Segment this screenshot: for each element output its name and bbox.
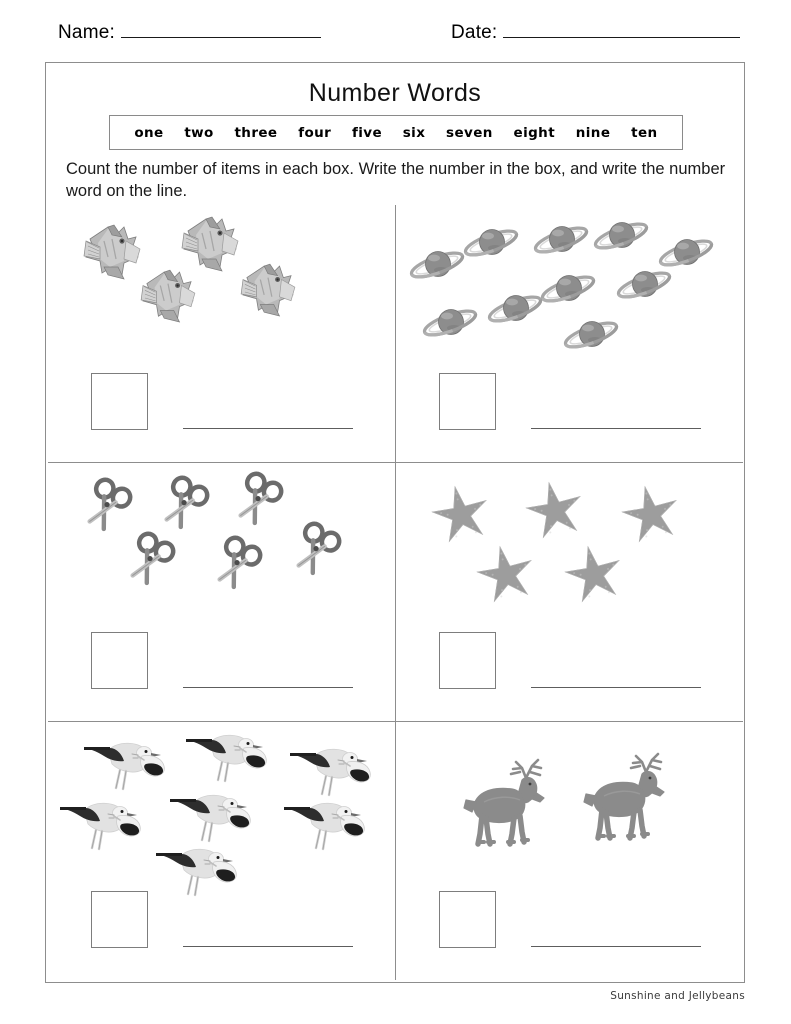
- word-bank-word: three: [234, 124, 278, 141]
- credit-footer: Sunshine and Jellybeans: [610, 990, 745, 1002]
- word-bank-word: seven: [446, 124, 493, 141]
- answer-word-line[interactable]: [531, 428, 701, 429]
- starfish-icon: [620, 485, 682, 545]
- angelfish-item: [235, 262, 300, 322]
- stork-item: [152, 840, 240, 900]
- starfish-item: [430, 485, 492, 545]
- planet-item: [462, 221, 520, 265]
- item-group-angelfish: [48, 205, 395, 380]
- deer-icon: [576, 750, 676, 842]
- angelfish-icon: [235, 262, 300, 322]
- word-bank-word: six: [402, 124, 426, 141]
- deer-icon: [456, 756, 556, 848]
- scissors-icon: [232, 475, 284, 529]
- problem-cell: [48, 205, 396, 463]
- answer-number-box[interactable]: [91, 373, 148, 430]
- stork-icon: [280, 794, 368, 854]
- answer-word-line[interactable]: [183, 428, 353, 429]
- scissors-item: [232, 475, 284, 529]
- item-group-scissors: [48, 463, 395, 638]
- name-field-group: [58, 22, 321, 44]
- stork-item: [56, 794, 144, 854]
- stork-icon: [182, 726, 270, 786]
- date-write-line[interactable]: [503, 24, 740, 38]
- stork-item: [182, 726, 270, 786]
- word-bank-word: four: [298, 124, 332, 141]
- answer-number-box[interactable]: [439, 373, 496, 430]
- planet-icon: [539, 267, 597, 311]
- deer-item: [576, 750, 676, 842]
- scissors-item: [124, 535, 176, 589]
- word-bank-word: nine: [575, 124, 611, 141]
- problem-grid: [48, 205, 743, 980]
- page-title: Number Words: [308, 79, 482, 107]
- word-bank-word: five: [351, 124, 383, 141]
- scissors-item: [290, 525, 342, 579]
- planet-icon: [592, 214, 650, 258]
- planet-icon: [615, 263, 673, 307]
- stork-icon: [152, 840, 240, 900]
- stork-item: [286, 740, 374, 800]
- answer-number-box[interactable]: [91, 632, 148, 689]
- item-group-planet: [396, 205, 744, 380]
- stork-icon: [166, 786, 254, 846]
- name-label: Name:: [58, 22, 115, 43]
- planet-item: [592, 214, 650, 258]
- starfish-item: [620, 485, 682, 545]
- item-group-starfish: [396, 463, 744, 638]
- planet-icon: [408, 243, 466, 287]
- planet-icon: [532, 218, 590, 262]
- problem-cell: [48, 722, 396, 980]
- angelfish-icon: [135, 268, 200, 328]
- planet-item: [532, 218, 590, 262]
- name-write-line[interactable]: [121, 24, 321, 38]
- date-label: Date:: [451, 22, 498, 43]
- problem-cell: [48, 463, 396, 721]
- planet-item: [539, 267, 597, 311]
- scissors-icon: [211, 539, 263, 593]
- planet-item: [486, 287, 544, 331]
- worksheet-frame: [45, 62, 745, 983]
- scissors-icon: [81, 481, 133, 535]
- word-bank-word: one: [134, 124, 164, 141]
- starfish-item: [563, 545, 625, 605]
- word-bank-word: two: [184, 124, 214, 141]
- answer-word-line[interactable]: [531, 946, 701, 947]
- planet-item: [615, 263, 673, 307]
- stork-item: [80, 734, 168, 794]
- answer-number-box[interactable]: [439, 632, 496, 689]
- answer-number-box[interactable]: [439, 891, 496, 948]
- scissors-icon: [158, 479, 210, 533]
- problem-cell: [396, 463, 744, 721]
- scissors-item: [158, 479, 210, 533]
- planet-item: [421, 301, 479, 345]
- planet-icon: [462, 221, 520, 265]
- planet-item: [562, 313, 620, 357]
- planet-icon: [562, 313, 620, 357]
- angelfish-item: [135, 268, 200, 328]
- answer-number-box[interactable]: [91, 891, 148, 948]
- word-bank: [109, 115, 683, 150]
- word-bank-word: eight: [513, 124, 556, 141]
- date-field-group: [451, 22, 740, 44]
- scissors-item: [81, 481, 133, 535]
- stork-item: [166, 786, 254, 846]
- stork-icon: [80, 734, 168, 794]
- starfish-icon: [563, 545, 625, 605]
- scissors-icon: [290, 525, 342, 579]
- scissors-icon: [124, 535, 176, 589]
- starfish-icon: [475, 545, 537, 605]
- planet-item: [408, 243, 466, 287]
- answer-word-line[interactable]: [183, 687, 353, 688]
- stork-icon: [286, 740, 374, 800]
- answer-word-line[interactable]: [531, 687, 701, 688]
- worksheet-header: [0, 0, 791, 62]
- starfish-icon: [430, 485, 492, 545]
- scissors-item: [211, 539, 263, 593]
- starfish-icon: [524, 481, 586, 541]
- starfish-item: [524, 481, 586, 541]
- answer-word-line[interactable]: [183, 946, 353, 947]
- planet-icon: [486, 287, 544, 331]
- instructions-text: Count the number of items in each box. Write the number in the box, and write the number word on the line.: [66, 160, 726, 200]
- planet-icon: [421, 301, 479, 345]
- item-group-stork: [48, 722, 395, 897]
- stork-item: [280, 794, 368, 854]
- deer-item: [456, 756, 556, 848]
- stork-icon: [56, 794, 144, 854]
- word-bank-word: ten: [631, 124, 658, 141]
- problem-cell: [396, 722, 744, 980]
- starfish-item: [475, 545, 537, 605]
- problem-cell: [396, 205, 744, 463]
- item-group-deer: [396, 722, 744, 897]
